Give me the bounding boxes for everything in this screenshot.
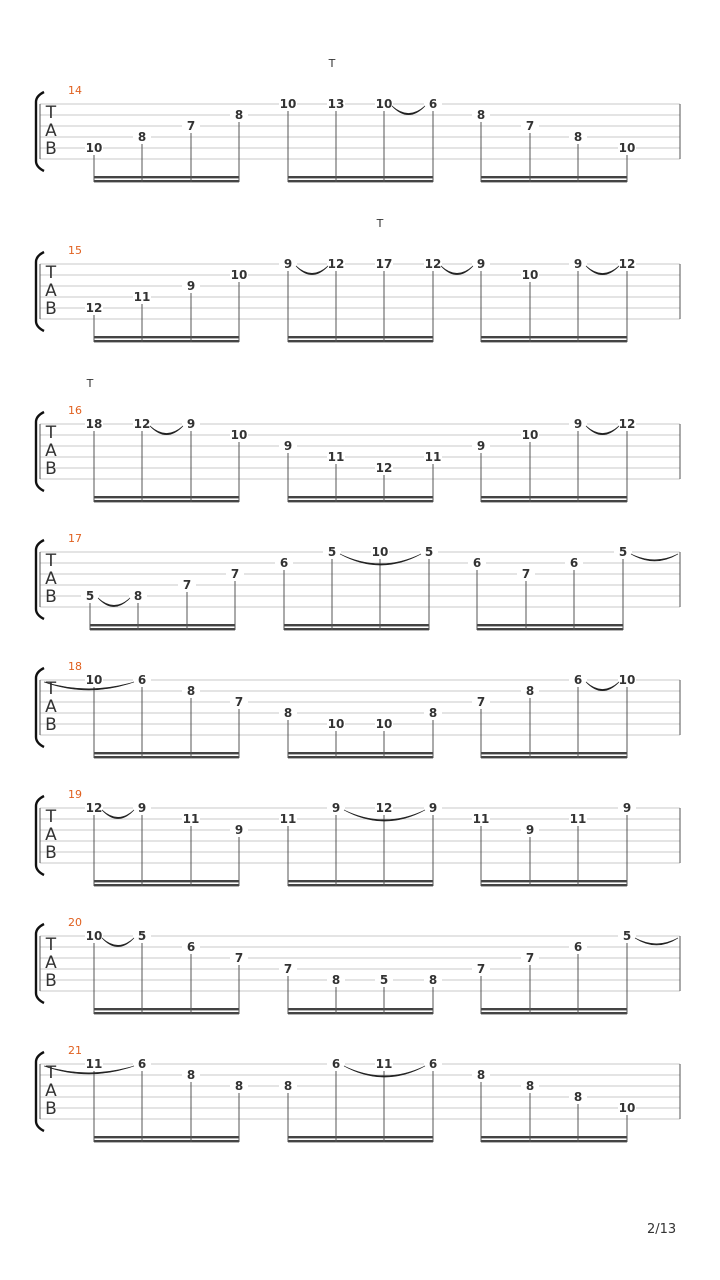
tab-system-14	[36, 57, 680, 182]
tab-clef-letter: A	[45, 281, 57, 301]
fret-number: 8	[186, 684, 196, 698]
tab-clef-letter: T	[45, 103, 57, 123]
fret-number: 10	[85, 673, 103, 687]
beam	[481, 336, 627, 338]
fret-number: 10	[230, 268, 248, 282]
fret-number: 7	[234, 695, 244, 709]
tab-clef-letter: A	[45, 121, 57, 141]
tab-clef-letter: T	[45, 1063, 57, 1083]
beam	[288, 180, 433, 182]
fret-number: 7	[521, 567, 531, 581]
beam	[288, 336, 433, 338]
tie-out	[635, 938, 678, 945]
beam	[481, 1136, 627, 1138]
tab-clef-letter: A	[45, 1081, 57, 1101]
fret-number: 6	[279, 556, 289, 570]
fret-number: 7	[525, 119, 535, 133]
fret-number: 8	[476, 108, 486, 122]
beam	[94, 880, 239, 882]
fret-number: 5	[618, 545, 628, 559]
tab-clef-letter: B	[45, 139, 57, 159]
beam	[288, 1136, 433, 1138]
tab-clef-letter: A	[45, 569, 57, 589]
beam	[481, 176, 627, 178]
beam	[94, 1008, 239, 1010]
fret-number: 10	[230, 428, 248, 442]
fret-number: 11	[375, 1057, 393, 1071]
beam	[481, 756, 627, 758]
fret-number: 10	[327, 717, 345, 731]
tab-clef-letter: B	[45, 587, 57, 607]
fret-number: 12	[375, 461, 393, 475]
tab-clef-letter: B	[45, 971, 57, 991]
fret-number: 10	[375, 717, 393, 731]
fret-number: 8	[234, 1079, 244, 1093]
slur	[586, 266, 619, 275]
fret-number: 8	[137, 130, 147, 144]
tap-marker: T	[328, 57, 336, 70]
fret-number: 6	[186, 940, 196, 954]
beam	[288, 496, 433, 498]
fret-number: 7	[476, 962, 486, 976]
beam	[90, 628, 235, 630]
beam	[284, 628, 429, 630]
fret-number: 10	[618, 141, 636, 155]
fret-number: 9	[331, 801, 341, 815]
beam	[94, 752, 239, 754]
tab-system-16	[36, 377, 680, 502]
beam	[288, 1140, 433, 1142]
fret-number: 11	[569, 812, 587, 826]
fret-number: 8	[573, 1090, 583, 1104]
fret-number: 10	[618, 1101, 636, 1115]
tab-system-18	[36, 660, 680, 758]
fret-number: 12	[85, 301, 103, 315]
beam	[288, 176, 433, 178]
slur	[98, 598, 130, 607]
fret-number: 11	[85, 1057, 103, 1071]
beam	[94, 176, 239, 178]
tab-clef-letter: A	[45, 953, 57, 973]
fret-number: 8	[428, 706, 438, 720]
measure-number: 16	[68, 404, 82, 417]
measure-number: 18	[68, 660, 82, 673]
slur	[392, 106, 425, 115]
tab-system-20	[36, 916, 680, 1014]
fret-number: 9	[476, 257, 486, 271]
fret-number: 11	[327, 450, 345, 464]
tab-clef-letter: T	[45, 679, 57, 699]
beam	[288, 1012, 433, 1014]
beam	[94, 336, 239, 338]
tab-clef-letter: B	[45, 459, 57, 479]
beam	[90, 624, 235, 626]
beam	[94, 1012, 239, 1014]
fret-number: 12	[85, 801, 103, 815]
tab-clef-letter: B	[45, 715, 57, 735]
tab-clef-letter: B	[45, 299, 57, 319]
fret-number: 6	[428, 1057, 438, 1071]
beam	[94, 884, 239, 886]
beam	[288, 340, 433, 342]
fret-number: 8	[525, 1079, 535, 1093]
beam	[481, 340, 627, 342]
fret-number: 8	[283, 1079, 293, 1093]
fret-number: 12	[424, 257, 442, 271]
fret-number: 11	[133, 290, 151, 304]
fret-number: 8	[133, 589, 143, 603]
fret-number: 6	[573, 940, 583, 954]
fret-number: 6	[428, 97, 438, 111]
beam	[288, 500, 433, 502]
beam	[477, 624, 623, 626]
beam	[94, 1140, 239, 1142]
beam	[481, 496, 627, 498]
slur	[296, 266, 328, 275]
fret-number: 9	[573, 417, 583, 431]
measure-number: 21	[68, 1044, 82, 1057]
beam	[477, 628, 623, 630]
beam	[481, 500, 627, 502]
fret-number: 8	[186, 1068, 196, 1082]
slur	[150, 426, 183, 435]
fret-number: 5	[327, 545, 337, 559]
fret-number: 6	[573, 673, 583, 687]
tab-clef-letter: T	[45, 263, 57, 283]
fret-number: 9	[186, 417, 196, 431]
beam	[94, 180, 239, 182]
fret-number: 8	[234, 108, 244, 122]
tab-clef-letter: T	[45, 807, 57, 827]
tab-clef-letter: A	[45, 825, 57, 845]
fret-number: 7	[283, 962, 293, 976]
tie-out	[631, 554, 678, 561]
beam	[481, 1012, 627, 1014]
fret-number: 6	[137, 673, 147, 687]
tab-clef-letter: B	[45, 843, 57, 863]
fret-number: 5	[379, 973, 389, 987]
tab-clef-letter: T	[45, 423, 57, 443]
beam	[94, 496, 239, 498]
fret-number: 10	[85, 929, 103, 943]
fret-number: 9	[428, 801, 438, 815]
fret-number: 11	[279, 812, 297, 826]
measure-number: 20	[68, 916, 82, 929]
fret-number: 11	[424, 450, 442, 464]
measure-number: 17	[68, 532, 82, 545]
beam	[94, 756, 239, 758]
fret-number: 7	[525, 951, 535, 965]
beam	[481, 884, 627, 886]
fret-number: 12	[618, 417, 636, 431]
measure-number: 15	[68, 244, 82, 257]
fret-number: 7	[234, 951, 244, 965]
fret-number: 7	[476, 695, 486, 709]
fret-number: 17	[375, 257, 393, 271]
slur	[102, 938, 134, 947]
fret-number: 10	[279, 97, 297, 111]
fret-number: 9	[476, 439, 486, 453]
fret-number: 12	[133, 417, 151, 431]
fret-number: 10	[521, 428, 539, 442]
measure-number: 19	[68, 788, 82, 801]
beam	[481, 1008, 627, 1010]
beam	[481, 180, 627, 182]
fret-number: 6	[569, 556, 579, 570]
fret-number: 10	[371, 545, 389, 559]
beam	[288, 1008, 433, 1010]
fret-number: 7	[186, 119, 196, 133]
slur	[441, 266, 473, 275]
fret-number: 10	[85, 141, 103, 155]
beam	[288, 880, 433, 882]
fret-number: 18	[85, 417, 103, 431]
fret-number: 7	[230, 567, 240, 581]
tab-clef-letter: B	[45, 1099, 57, 1119]
fret-number: 13	[327, 97, 345, 111]
fret-number: 5	[85, 589, 95, 603]
slur	[102, 810, 134, 819]
fret-number: 7	[182, 578, 192, 592]
fret-number: 5	[622, 929, 632, 943]
tab-system-21	[36, 1044, 680, 1142]
beam	[481, 752, 627, 754]
beam	[284, 624, 429, 626]
fret-number: 6	[331, 1057, 341, 1071]
tab-clef-letter: A	[45, 697, 57, 717]
tap-marker: T	[376, 217, 384, 230]
beam	[288, 752, 433, 754]
fret-number: 5	[137, 929, 147, 943]
beam	[94, 1136, 239, 1138]
fret-number: 9	[234, 823, 244, 837]
fret-number: 12	[618, 257, 636, 271]
tab-clef-letter: A	[45, 441, 57, 461]
fret-number: 9	[525, 823, 535, 837]
fret-number: 5	[424, 545, 434, 559]
fret-number: 8	[331, 973, 341, 987]
fret-number: 9	[186, 279, 196, 293]
slur	[586, 426, 619, 435]
fret-number: 8	[428, 973, 438, 987]
fret-number: 10	[618, 673, 636, 687]
tab-system-15	[36, 217, 680, 342]
fret-number: 9	[283, 257, 293, 271]
fret-number: 8	[283, 706, 293, 720]
fret-number: 9	[573, 257, 583, 271]
tab-system-17	[36, 532, 680, 630]
beam	[94, 500, 239, 502]
tab-clef-letter: T	[45, 551, 57, 571]
beam	[94, 340, 239, 342]
beam	[481, 1140, 627, 1142]
measure-number: 14	[68, 84, 82, 97]
fret-number: 6	[472, 556, 482, 570]
page-number: 2/13	[647, 1222, 677, 1237]
fret-number: 8	[573, 130, 583, 144]
fret-number: 10	[521, 268, 539, 282]
fret-number: 10	[375, 97, 393, 111]
fret-number: 8	[476, 1068, 486, 1082]
fret-number: 11	[472, 812, 490, 826]
fret-number: 12	[375, 801, 393, 815]
slur	[586, 682, 619, 691]
fret-number: 9	[622, 801, 632, 815]
fret-number: 11	[182, 812, 200, 826]
beam	[288, 884, 433, 886]
fret-number: 9	[137, 801, 147, 815]
beam	[288, 756, 433, 758]
fret-number: 12	[327, 257, 345, 271]
tab-system-19	[36, 788, 680, 886]
fret-number: 6	[137, 1057, 147, 1071]
fret-number: 8	[525, 684, 535, 698]
beam	[481, 880, 627, 882]
fret-number: 9	[283, 439, 293, 453]
tap-marker: T	[86, 377, 94, 390]
tab-clef-letter: T	[45, 935, 57, 955]
